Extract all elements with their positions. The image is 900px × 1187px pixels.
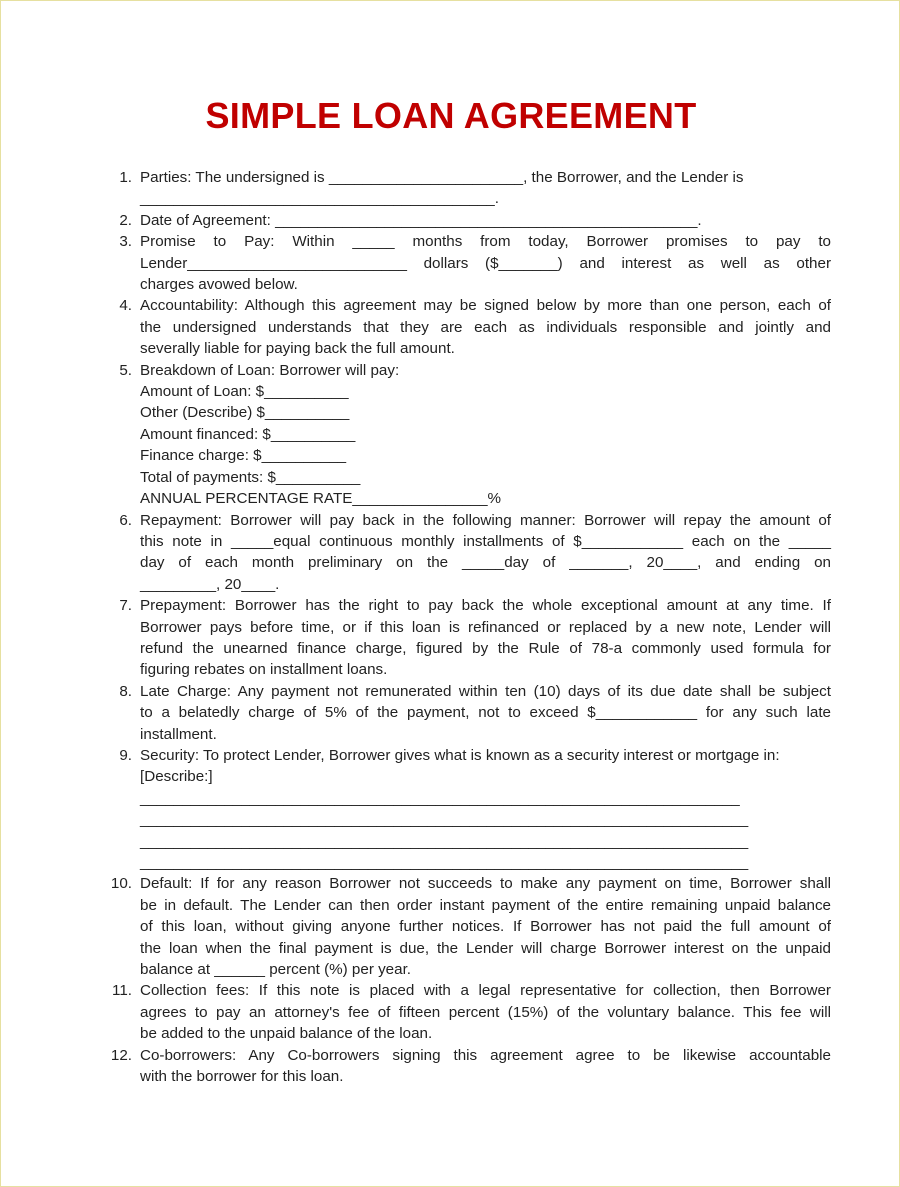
clause-line: ANNUAL PERCENTAGE RATE________________%: [140, 490, 502, 508]
clause-line: severally liable for paying back the full amount.: [140, 340, 455, 358]
clause-line: Security: To protect Lender, Borrower gives what is known as a security interest or mortgage in:: [140, 746, 780, 764]
clause-line: __________________________________________.: [140, 190, 499, 208]
clause-9: [106, 745, 831, 873]
clause-line: the loan when the final payment is due, the Lender will charge Borrower interest on the unpaid: [140, 939, 831, 957]
clause-line: this note in _____equal continuous monthly installments of $____________ each on the _____: [140, 532, 831, 550]
clause-line: ________________________________________________________________________: [140, 854, 749, 871]
clause-number: 7.: [119, 597, 132, 615]
clause-line: be in default. The Lender can then order instant payment of the entire remaining unpaid balance: [140, 896, 831, 914]
clause-text: [140, 1045, 831, 1088]
clause-line: refund the unearned finance charge, figured by the Rule of 78-a commonly used formula for: [140, 639, 831, 657]
clause-1: [106, 167, 831, 210]
clause-line: ________________________________________________________________________: [140, 811, 749, 829]
clause-text: [140, 210, 831, 231]
clause-line: Parties: The undersigned is _______________________, the Borrower, and the Lender is: [140, 169, 744, 186]
clause-text: [140, 873, 831, 980]
clause-line: Finance charge: $__________: [140, 447, 347, 465]
clause-number: 1.: [119, 169, 132, 186]
clause-line: be added to the unpaid balance of the loan.: [140, 1025, 433, 1043]
clause-line: ________________________________________________________________________: [140, 832, 749, 850]
clause-2: [106, 210, 831, 231]
clause-line: _________, 20____.: [140, 575, 280, 593]
clause-number: 11.: [112, 982, 132, 1000]
clause-line: figuring rebates on installment loans.: [140, 661, 388, 679]
clause-line: [Describe:]: [140, 768, 213, 786]
clause-line: of this loan, without giving anyone further notices. If Borrower has not paid the full amount of: [140, 918, 831, 936]
clause-7: [106, 595, 831, 681]
clause-11: [106, 980, 831, 1044]
clause-number: 8.: [119, 682, 132, 700]
clause-text: [140, 167, 831, 210]
clause-line: Collection fees: If this note is placed with a legal representative for collection, then Borrower: [140, 982, 831, 1000]
clause-6: [106, 510, 831, 596]
clause-line: agrees to pay an attorney's fee of fifteen percent (15%) of the voluntary balance. This fee will: [140, 1003, 831, 1021]
clause-3: [106, 231, 831, 295]
clause-line: Other (Describe) $__________: [140, 404, 350, 422]
clause-8: [106, 681, 831, 745]
clause-10: [106, 873, 831, 980]
clause-line: Borrower pays before time, or if this loan is refinanced or replaced by a new note, Lender will: [140, 618, 831, 636]
clause-4: [106, 295, 831, 359]
clause-line: Late Charge: Any payment not remunerated within ten (10) days of its due date shall be subject: [140, 682, 831, 700]
clause-line: Co-borrowers: Any Co-borrowers signing this agreement agree to be likewise accountable: [140, 1046, 831, 1064]
clause-line: Promise to Pay: Within _____ months from today, Borrower promises to pay to: [140, 233, 831, 251]
document-title: SIMPLE LOAN AGREEMENT: [205, 95, 697, 136]
clause-text: [140, 231, 831, 295]
clause-text: [140, 595, 831, 681]
clause-line: Total of payments: $__________: [140, 468, 361, 486]
clause-line: Date of Agreement: __________________________________________________.: [140, 211, 702, 229]
clause-line: with the borrower for this loan.: [140, 1068, 344, 1086]
clause-line: Default: If for any reason Borrower not succeeds to make any payment on time, Borrower shall: [140, 875, 831, 893]
clause-line: the undersigned understands that they are each as individuals responsible and jointly and: [140, 318, 831, 336]
clause-number: 2.: [119, 211, 132, 229]
clause-number: 5.: [119, 361, 132, 379]
clause-line: Amount of Loan: $__________: [140, 383, 349, 401]
clause-12: [106, 1045, 831, 1088]
clause-number: 6.: [119, 511, 132, 529]
clause-number: 12.: [110, 1046, 132, 1064]
clause-text: [140, 745, 831, 873]
clause-text: [140, 510, 831, 596]
clause-line: Repayment: Borrower will pay back in the following manner: Borrower will repay the amount of: [140, 511, 831, 529]
clause-text: [140, 681, 831, 745]
clause-line: Amount financed: $__________: [140, 425, 356, 443]
clause-line: balance at ______ percent (%) per year.: [140, 961, 412, 979]
clause-number: 3.: [119, 233, 132, 251]
clause-line: _______________________________________________________________________: [140, 789, 740, 807]
clause-line: charges avowed below.: [140, 276, 298, 294]
clause-line: Accountability: Although this agreement may be signed below by more than one person, each of: [140, 297, 831, 315]
clause-line: installment.: [140, 725, 217, 743]
clause-line: to a belatedly charge of 5% of the payment, not to exceed $____________ for any such late: [140, 704, 831, 722]
clause-text: [140, 980, 831, 1044]
clause-line: Lender__________________________ dollars ($_______) and interest as well as other: [140, 254, 831, 272]
clause-number: 10.: [110, 875, 132, 893]
clause-line: day of each month preliminary on the _____day of _______, 20____, and ending on: [140, 554, 831, 572]
clause-number: 9.: [119, 746, 132, 764]
clause-number: 4.: [119, 297, 132, 315]
clause-text: [140, 360, 831, 510]
clause-line: Prepayment: Borrower has the right to pay back the whole exceptional amount at any time. If: [140, 597, 831, 615]
clause-line: Breakdown of Loan: Borrower will pay:: [140, 361, 400, 379]
clause-list: [106, 167, 831, 1087]
clause-5: [106, 360, 831, 510]
clause-text: [140, 295, 831, 359]
